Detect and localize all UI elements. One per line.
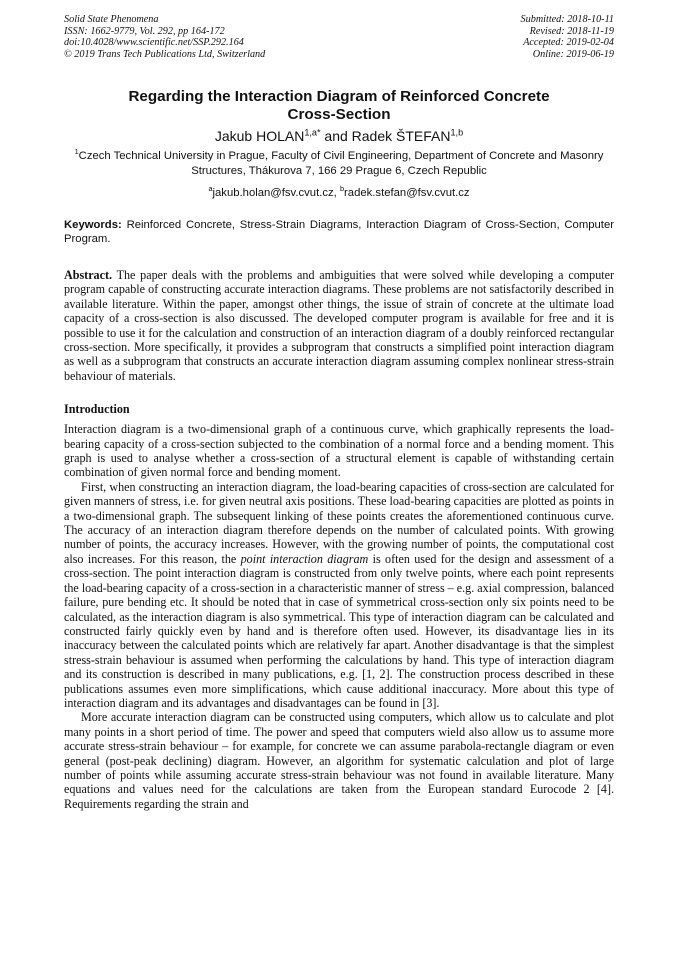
intro-p2-emphasis: point interaction diagram [240, 551, 369, 566]
journal-info [64, 14, 265, 60]
paper-title [64, 88, 614, 124]
date-accepted: Accepted: 2019-02-04 [523, 37, 614, 49]
author-conjunction: and [320, 128, 352, 145]
title-line-1: Regarding the Interaction Diagram of Reinforced Concrete [128, 88, 550, 106]
author-list [64, 128, 614, 144]
email-b-mark: b [339, 183, 345, 193]
email-a-mark: a [208, 183, 213, 193]
author-2-affil-mark: 1,b [450, 127, 464, 138]
author-emails [64, 183, 614, 199]
journal-name: Solid State Phenomena [64, 14, 159, 25]
date-submitted: Submitted: 2018-10-11 [520, 14, 614, 25]
keywords-text: Reinforced Concrete, Stress-Strain Diagrams, Interaction Diagram of Cross-Section, Computer Program. [64, 218, 614, 245]
email-separator: , [333, 186, 340, 199]
journal-issn: ISSN: 1662-9779, Vol. 292, pp 164-172 [64, 25, 225, 37]
keywords-label: Keywords: [64, 218, 122, 231]
email-b[interactable]: radek.stefan@fsv.cvut.cz [344, 186, 470, 199]
title-line-2: Cross-Section [287, 106, 391, 124]
intro-paragraph-1: Interaction diagram is a two-dimensional graph of a continuous curve, which graphically represents the load-bearing capacity of a cross-section subjected to the combination of a normal force and a bending moment. This graph is used to analyse whether a cross-section of a structural element is capable of withstanding certain combination of given normal force and bending moment. [64, 422, 614, 480]
submission-dates [521, 14, 614, 60]
abstract-text: The paper deals with the problems and ambiguities that were solved while developing a computer program capable of constructing accurate interaction diagrams. These problems are not satisfactorily described in available literature. Within the paper, amongst other things, the issue of strain of concrete at the ultimate load capacity of a cross-section is also discussed. The developed computer program is available for free and it is possible to use it for the calculation and construction of an interaction diagram of a doubly reinforced rectangular cross-section. More specifically, it provides a subprogram that constructs a simplified point interaction diagram as well as a subprogram that constructs an accurate interaction diagram assuming complex nonlinear stress-strain behaviour of materials. [64, 267, 614, 383]
author-1-affil-mark: 1,a* [304, 127, 321, 138]
affiliation-text: Czech Technical University in Prague, Faculty of Civil Engineering, Department of Concrete and Masonry Structures, Thákurova 7, 166 29 Prague 6, Czech Republic [78, 150, 604, 177]
journal-copyright: © 2019 Trans Tech Publications Ltd, Switzerland [64, 48, 266, 60]
journal-header [64, 14, 614, 60]
intro-p2-part-a: First, when constructing an interaction diagram, the load-bearing capacities of cross-section are calculated for given manners of stress, i.e. for given neutral axis positions. These load-bearing capacities are plotted as points in a two-dimensional graph. The subsequent linking of these points creates the aforementioned continuous curve. The accuracy of an interaction diagram therefore depends on the number of calculated points. With growing number of points, the accuracy increases. However, with the growing number of points, the computational cost also increases. For this reason, the [64, 479, 614, 566]
journal-doi: doi:10.4028/www.scientific.net/SSP.292.164 [64, 37, 244, 49]
author-1-name: Jakub HOLAN [214, 128, 305, 145]
intro-p2-part-b: is often used for the design and assessment of a cross-section. The point interaction diagram is constructed from only twelve points, where each point represents the load-bearing capacity of a cross-section in a characteristic manner of stress – e.g. axial compression, balanced failure, pure bending etc. It should be noted that in case of symmetrical cross-section only six points need to be calculated, as the interaction diagram is also symmetrical. This type of interaction diagram can be calculated and constructed fairly quickly even by hand and is therefore often used. However, its disadvantage lies in its inaccuracy between the calculated points which are relatively far apart. Another disadvantage is that the simplest stress-strain behaviour is assumed when performing the calculations by hand. This type of interaction diagram and its construction is described in many publications, e.g. [1, 2]. The construction process described in these publications assumes even more simplifications, which cause additional inaccuracy. More about this type of interaction diagram and its advantages and disadvantages can be found in [3]. [64, 551, 614, 710]
section-heading-introduction: Introduction [64, 402, 130, 417]
date-online: Online: 2019-06-19 [532, 48, 614, 60]
affiliation [64, 149, 614, 178]
intro-paragraph-2 [64, 480, 614, 711]
author-2-name: Radek ŠTEFAN [351, 128, 451, 145]
email-a[interactable]: jakub.holan@fsv.cvut.cz [212, 186, 334, 199]
date-revised: Revised: 2018-11-19 [529, 25, 614, 37]
abstract-label: Abstract. [64, 267, 113, 282]
keywords [64, 218, 614, 246]
affiliation-mark: 1 [74, 147, 79, 157]
abstract [64, 268, 614, 383]
intro-paragraph-3: More accurate interaction diagram can be constructed using computers, which allow us to calculate and plot many points in a short period of time. The power and speed that computers wield also allow us to assume more accurate stress-strain behaviour – for example, for concrete we can assume parabola-rectangle diagram or even general (post-peak declining) diagram. However, an algorithm for systematic calculation and plot of large number of points while assuming accurate stress-strain behaviour was not found in available literature. Many equations and values need for the calculations are taken from the European standard Eurocode 2 [4]. Requirements regarding the strain and [64, 710, 614, 811]
